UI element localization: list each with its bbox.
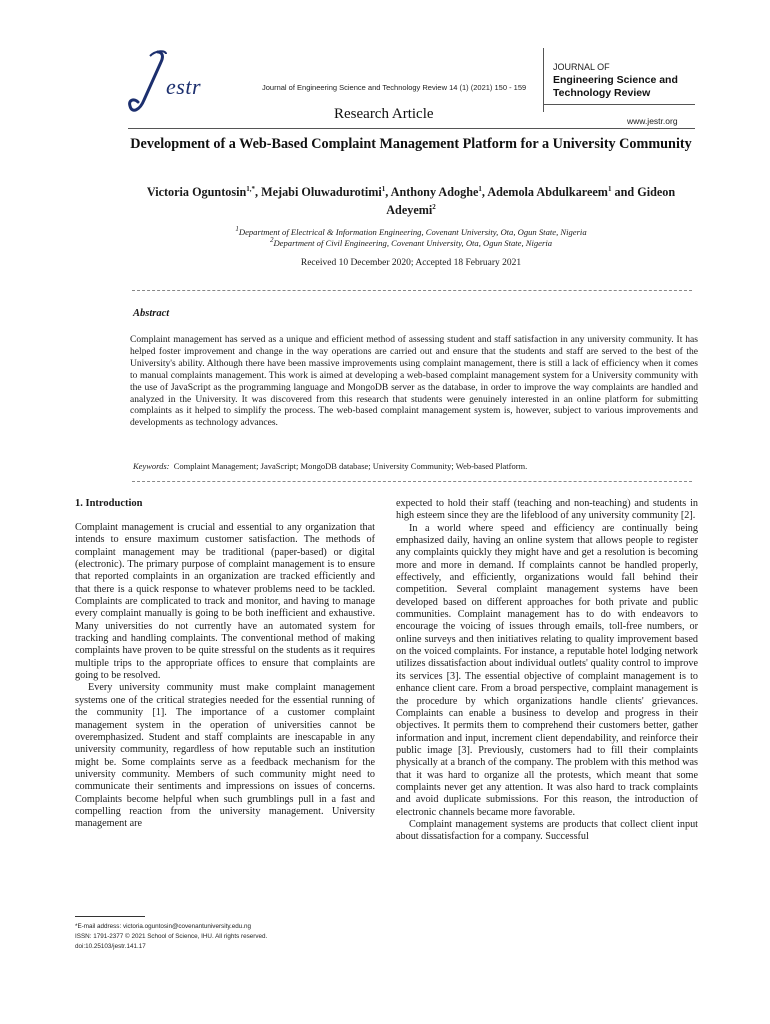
paragraph: Complaint management systems are products that collect client input about dissatisfaction for a company. Successful (396, 818, 698, 843)
affiliation-1: $^1$Department of Electrical & Information Engineering, Covenant University, Ota, Ogun State, Nigeria (235, 225, 587, 237)
journal-citation: Journal of Engineering Science and Technology Review 14 (1) (2021) 150 - 159 (262, 83, 527, 92)
keywords: Keywords: Complaint Management; JavaScript; MongoDB database; University Community; Web-based Platform. (133, 461, 528, 471)
paragraph: In a world where speed and efficiency are continually being emphasized daily, having an online system that allows people to register any complaints quickly they might have and get a resolution is becoming more and more in demand. If complaints cannot be handled properly, effectively, and efficiently, organizations would fall behind their competition. Several complaint management systems have been developed based on different approaches for both private and public communities. Complaint management has to do with endeavors to encourage the voicing of issues through emails, toll-free numbers, or online surveys and then initiatives relating to quality improvement based on the voiced complaints. For instance, a reputable hotel lodging network utilizes dissatisfaction about individual outlets' quality control to improve its services [3]. The essential objective of complaint management is to enhance client care. From a broad perspective, complaint management is the procedure by which organizations handle clients' grievances. Complaints can enable a business to develop and progress in their objectives. It permits them to comprehend their customers better, gather information and input, increment client dependability, and reinforce their public image [3]. Previously, customers had to fill their complaints physically at a branch of the company. The problem with this method was that it was hard to organize all the protests, which meant that some complaints never get any attention. It was also hard to track complaints and avoid duplicate submissions. For this reason, the introduction of electronic channels became more favorable. (396, 522, 698, 818)
paragraph: expected to hold their staff (teaching and non-teaching) and students in high esteem since they are the lifeblood of any university community [2]. (396, 498, 698, 522)
journal-box-underline (543, 104, 695, 105)
footnote-issn: ISSN: 1791-2377 © 2021 School of Science, IHU. All rights reserved. (75, 932, 268, 940)
journal-of-label: JOURNAL OF (553, 62, 610, 72)
author-affiliation-mark: 1 (607, 185, 612, 193)
abstract-heading: Abstract (133, 308, 170, 319)
abstract-bottom-divider (132, 481, 692, 482)
author-affiliation-mark: 1 (381, 185, 386, 193)
author-list (130, 182, 692, 218)
journal-box-divider (543, 48, 544, 112)
header-divider (128, 128, 695, 129)
journal-logo-text: estr (166, 74, 201, 99)
author-separator: and (611, 185, 638, 200)
journal-name: Engineering Science and Technology Review (553, 74, 678, 99)
author-affiliation-mark: 2 (432, 203, 436, 212)
author-affiliation-mark: 1,* (246, 185, 256, 193)
author-name: Ademola Abdulkareem (487, 185, 608, 200)
journal-url[interactable]: www.jestr.org (627, 116, 678, 126)
author-name: Gideon Adeyemi (386, 185, 676, 218)
affiliation-2: $^2$Department of Civil Engineering, Covenant University, Ota, Ogun State, Nigeria (269, 236, 553, 248)
jestr-logo-icon (128, 48, 168, 120)
author-separator: , (255, 185, 262, 200)
footnote-divider (75, 916, 145, 917)
section-heading-introduction: 1. Introduction (75, 498, 143, 509)
footnote-email: *E-mail address: victoria.oguntosin@covenantuniversity.edu.ng (75, 923, 252, 930)
right-column (396, 498, 698, 844)
author-separator: , (385, 185, 391, 200)
abstract-text: Complaint management has served as a unique and efficient method of assessing student and staff satisfaction in any university community. It has helped foster improvement and change in the way operations are carried out and ensure that the students and staff are served to the best of the University's ability. Although there have been massive improvements using complaint management, there is still a lack of efficiency when it comes to manual complaints management. This work is aimed at developing a web-based complaint management system for a University community with the use of JavaScript as the programming language and MongoDB server as the database, in order to improve the way complaints are handled and analyzed in the University. It was discovered from this research that students were genuinely interested in an online platform for submitting complaints as it helped to simplify the process. The web-based complaint management system is, however, subject to various improvements and developments as technology advances. (130, 334, 698, 429)
author-affiliation-mark: 1 (478, 185, 482, 193)
received-date: Received 10 December 2020; Accepted 18 February 2021 (300, 258, 522, 268)
author-name: Mejabi Oluwadurotimi (261, 185, 382, 200)
left-column (75, 522, 375, 831)
author-name: Anthony Adoghe (390, 185, 479, 200)
paragraph: Every university community must make complaint management systems one of the critical strategies needed for the essential running of the community [1]. The importance of a customer complaint management system in the operation of universities cannot be overemphasized. Student and staff complaints are inescapable in any university community, regardless of how reputable such an institution might be. Some complaints serve as a feedback mechanism for the university community. Members of such community might need to communicate their sentiments and impressions on issues of concerns. Complaints become helpful when such grumblings pull in a fast and compelling reaction from the university management. University management are (75, 682, 375, 830)
author-name: Victoria Oguntosin (146, 185, 247, 200)
paragraph: Complaint management is crucial and essential to any organization that intends to ensure maximum customer satisfaction. The methods of complaint management may be traditional (paper-based) or digital (electronic). The primary purpose of complaint management is to ensure that reported complaints in an organization are tracked efficiently and that there is a quick response to whatever problems need to be tackled. Complaints are complicated to track and monitor, and having to manage every complaint manually is going to be both inefficient and exhaustive. Many universities do not currently have an automated system for tracking and handling complaints. The conventional method of making complaints have proven to be quite stressful on the students as it requires multiple trips to the appropriate offices to ensure that complaints are going to be resolved. (75, 522, 375, 682)
footnote-doi: doi:10.25103/jestr.141.17 (75, 942, 146, 950)
author-separator: , (481, 185, 488, 200)
paper-title: Development of a Web-Based Complaint Management Platform for a University Community (130, 136, 692, 152)
article-type: Research Article (334, 106, 434, 122)
footnote (75, 922, 267, 951)
abstract-top-divider (132, 290, 692, 291)
